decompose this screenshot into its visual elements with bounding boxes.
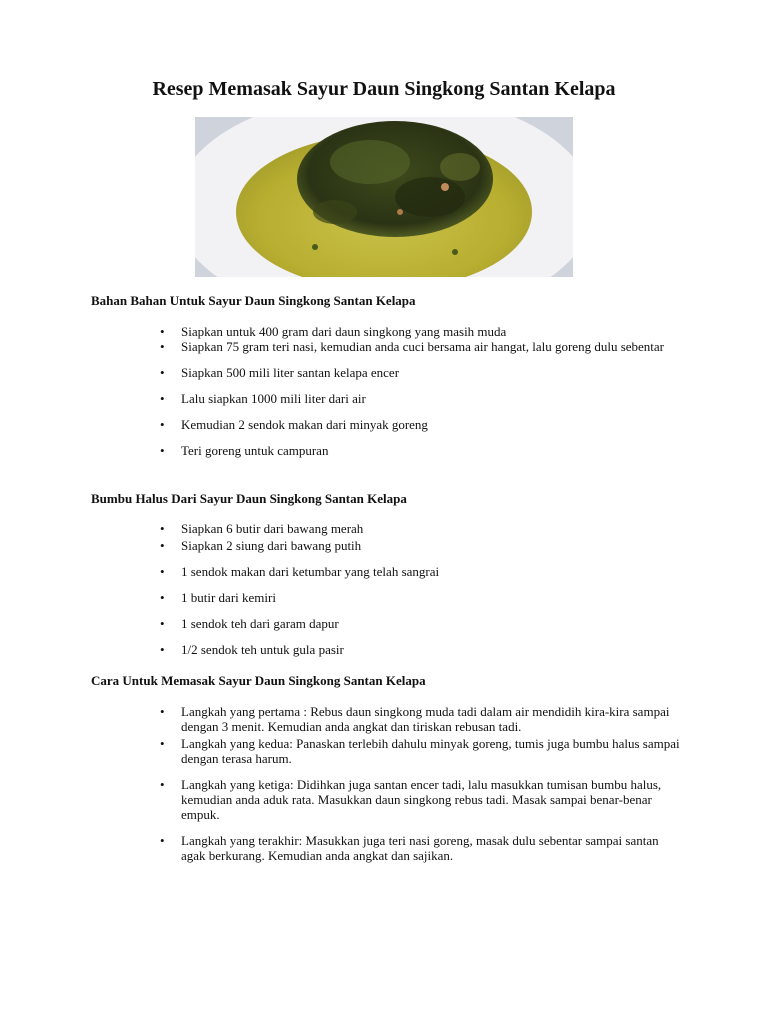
list-item: • 1 sendok makan dari ketumbar yang telah sangrai [160,564,680,579]
spices-list [160,521,680,657]
section-heading-bahan: Bahan Bahan Untuk Sayur Daun Singkong Santan Kelapa [91,293,416,308]
section-heading-cara: Cara Untuk Memasak Sayur Daun Singkong Santan Kelapa [91,673,426,688]
list-item: • Siapkan 6 butir dari bawang merah [160,521,680,536]
page-title: Resep Memasak Sayur Daun Singkong Santan Kelapa [152,78,616,100]
list-item: • 1 butir dari kemiri [160,590,680,605]
list-item: • 1 sendok teh dari garam dapur [160,616,680,631]
list-item: • Langkah yang kedua: Panaskan terlebih dahulu minyak goreng, tumis juga bumbu halus sampai dengan terasa harum. [160,736,680,766]
list-item: • 1/2 sendok teh untuk gula pasir [160,642,680,657]
list-item: • Siapkan untuk 400 gram dari daun singkong yang masih muda [160,324,680,339]
list-item: • Teri goreng untuk campuran [160,443,680,458]
list-item: • Kemudian 2 sendok makan dari minyak goreng [160,417,680,432]
ingredients-list [160,324,680,458]
section-heading-bumbu: Bumbu Halus Dari Sayur Daun Singkong Santan Kelapa [91,491,407,506]
list-item: • Siapkan 500 mili liter santan kelapa encer [160,365,680,380]
list-item: • Siapkan 2 siung dari bawang putih [160,538,680,553]
steps-list [160,704,680,863]
list-item: • Langkah yang ketiga: Didihkan juga santan encer tadi, lalu masukkan tumisan bumbu halus, kemudian anda aduk rata. Masukkan daun singkong rebus tadi. Masak sampai benar-benar empuk. [160,777,680,822]
list-item: • Siapkan 75 gram teri nasi, kemudian anda cuci bersama air hangat, lalu goreng dulu sebentar [160,339,680,354]
dish-photo [195,117,573,277]
list-item: • Langkah yang pertama : Rebus daun singkong muda tadi dalam air mendidih kira-kira sampai dengan 3 menit. Kemudian anda angkat dan tiriskan rebusan tadi. [160,704,680,734]
list-item: • Lalu siapkan 1000 mili liter dari air [160,391,680,406]
list-item: • Langkah yang terakhir: Masukkan juga teri nasi goreng, masak dulu sebentar sampai santan agak berkurang. Kemudian anda angkat dan sajikan. [160,833,680,863]
